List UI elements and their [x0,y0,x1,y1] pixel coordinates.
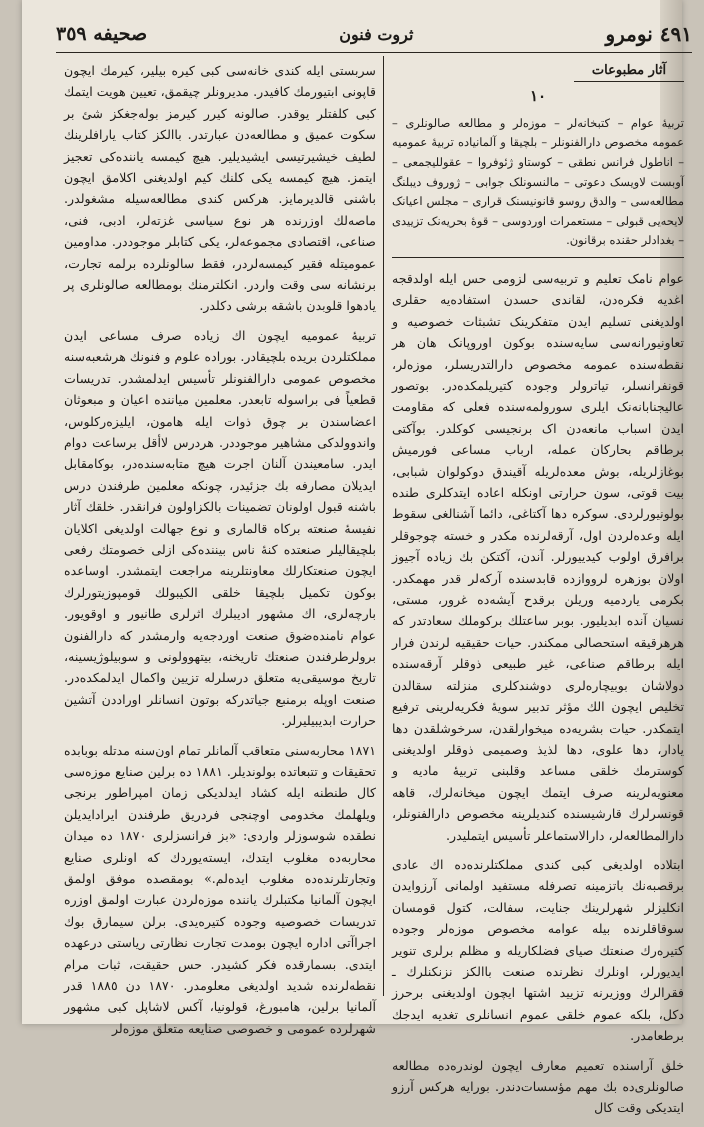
paragraph: ١٨٧١ محاربه‌سنی متعاقب آلمانلر تمام اون‌سنه مدتله بوبابده تحقیقات و تتبعاتده بولوندیلر. ١٨٨١ ده برلین صنایع موزه‌سی کال طنطنه ایله کشاد ایدلدیکی زمان امپراطور برنجی ویلهلمك مخدومی اوچنجی فردریق طرفندن ایرادایدیلن نطقده شوسوزلر واردی: «بز فرانسزلری ١٨٧٠ ده میدان محاربه‌ده مغلوب ایتدك، ایسته‌یوردك که اونلری صنایع وتجارتلرنده‌ده مغلوب ایده‌لم.» بومقصده موفق اولمق ایچون آلمانیا مکتبلرك یاننده موزه‌لردن عبارت اولمق اوزره تدریسات خصوصیه وجوده کتیره‌یدی. برلن سیمارق بوك اجراآتی اداره ایچون بومدت تجارت نظارتی ریاستی درعهده ایتدی. بسمارقده فکر کشیدر. حس حقیقت، ثبات مرام نقطه‌لرنده شدید اولدیغی معلومدر. ١٨٧٠ دن ١٨٨٥ قدر آلمانیا برلین، هامبورغ، قولونیا، آکس لاشاپل کبی مشهور شهرلرده عمومی و خصوصی صنایعه متعلق موزه‌لر [64,742,376,1036]
section-number: ١٠ [529,87,547,106]
left-column [64,60,376,1047]
magazine-page [22,0,692,1116]
column-divider [383,56,384,996]
right-column [392,60,684,1127]
paragraph: ابتلاده اولدیغی کبی کندی مملکتلرنده‌ده اك عادی برقصبه‌نك باتزمینه تصرفله مستفید اولمانی آرزوایدن انکلیزلر شهرلرینك جنایت، سفالت، کتول قومسان سوقاقلرنده بیله عوامه مخصوص موزه‌لر وجوده کتیره‌رك صنعتك صیای فضلکاریله و مظلم برلری تنویر ایدیورلر، اونلرك نظرنده صنعت باالکز نزنکنلرك ـ فقرالرك ووزیرنه تزیید اشتها ایچون اولدیغنی برحرز دکل، بلکه عموم خلقی عموم انسانلری تغدیه ایدجك برطعامدر. [392,856,684,1044]
section-summary: تربیهٔ عوام – کتبخانه‌لر – موزه‌لر و مطالعه صالونلری – عمومه مخصوص دارالفنونلر – بلچیقا و آلمانیاده تربیهٔ عمومیه – اناطول فرانس نطقی – کوستاو ژئوفروا – عقوللیجمعی – آوبست لاویسک دعوتی – مالنسونلک جوابی – ژوروف دیبلنگ مطالعه‌سی – والدق روسو قانونیسنک قراری – مجلس اعیانک لایحه‌یی قبولی – مستعمرات اوردوسی – قوهٔ بحریه‌نک تزییدی – بغدادلر حقنده برقانون. [392,114,684,258]
paragraph: عوام نامک تعلیم و تربیه‌سی لزومی حس ایله اولدقجه اغدیه فکره‌دن، لقاندی حسدن استفاده‌یه حقلری اولدیغنی تسلیم ایدن متفکرینک تشبثات خصوصیه و تعاونیورانه‌سی سایه‌سنده بوکون اوروپانک هان هر نقطه‌سنده عمومه مخصوص دارالتدریسلر، موزه‌لر، قونفرانسلر، تیاترولر وجوده کتیریلمکده‌در. بوتصور عالیجنابانه‌نک ایلری سورولمه‌سنده فعلی که مقاومت ایدن اسباب مانعه‌دن اک برنجیسی کوکلدر. بوآکتی برطاقم بحارکان عمله، ارباب مساعی فورمیش بوغازلریله، بوش معده‌لریله آقیندق دوکولوان شبابی، بیت قوتی، سون حرارتی اونکله اعاده ایتدکلری طنده بولونیورلردی. سوکره دها آکتاغی، دائما آشنالغی سقوط ایله وعده‌لردن اول، آرقه‌لرنده مکدر و خسته چوجوقلر برافرق اولوب کیدییورلر. آندن، آکتکن بك زیاده آجیوز اولان بوزهره لرووازده قابدسنده آرکه‌لر قدر مهمکدر. بکرمی یاردمیه وریلن برقدح آیشه‌ده غرور، مستی، نسیان آنده ابدیلیور. بوبر ساعتلك برکوملك سعادتدر که هرهرقیقه استحصالی ممکندر. حیات حقیقیه لرندن فرار ایله برطاقم صناعی، غیر طبیعی ذوقلر آرقه‌سنده دولاشان بوبیچاره‌لری دوشندکلری منزلته سقالدن تخلیص ایچون الك مؤثر تدبیر سویهٔ فکریه‌لرینی ترفیع ایتمکدر. حیات بشریه‌ده میخوارلقدن، سرخوشلقدن دها یادار، دها علوی، دها لذیذ وصمیمی ذوقلر اولدیغنی کوسترمك خلقی مساعد وقلبنی تربیهٔ مادیه و معنویه‌لرینه صرف ایتمك ایچون میخانه‌لرك، قاهه قونسرلرك قارشیسنده کندیلرینه مخصوص دارالفنونلر، دارالمطالعه‌لر، دارالاستماعلر تأسیس ایتملیدر. [392,270,684,843]
journal-title: ثروت فنون [339,24,414,44]
paragraph: تربیهٔ عمومیه ایچون اك زیاده صرف مساعی ایدن مملکتلردن بریده بلچیقادر. بوراده علوم و فنونك هرشعبه‌سنه مخصوص عمومی دارالفنونلر تأسیس ایدلمشدر. تدریسات قطعیاً فی براسوله تابعدر. معلمین میاننده اعیان و مبعوثان اعضاسندن بر چوق ذوات ایله هامون، ایلیزه‌رکلوس، واندوولدکی مشاهیر موجوددر. هردرس لاأقل برساعت دوام ایدر. سامعیندن آلنان اجرت هیچ متابه‌سندەدر، بوکامقابل ایدیلان مصارفه بك جزئیدر، چونکه معلمین طرفندن درس باشنه قبول اولونان تضمینات بالکزاولون فرانقدر. خلقك آثار نفیسهٔ صنعته برکاه قالماری و نوع جهالت اولدیغی اکلایان بلچیقالیلر صنعتده کنهٔ ناس بیننده‌کی ازلی خصومتك رفعی ایچون صنعتکارلك معاونتلرینه مراجعت ایتمشدر. اوساعده بوکون تکمیل بلچیقا خلقی الکیبولك قومپوزیتورلرك بارچه‌لری، اك مشهور ادیبلرك اثرلری طانیور و اوقویور. عوام نامنده‌ضوق صنعت اوردجه‌یه وارمشدر که دارالفنون برولرطرفندن صنعتك تاریخنه، بیتهوولونی و سوبیلوژیسینه، تاریخ موسیقی‌یه متعلق درسلرله تزیین واکمال ایدلمکده‌در. صنعت اوپله برمنبع جیاتدرکه بوتون انسانلر اوراددن آتشین حرارت ابدیبیلیرلر. [64,327,376,729]
issue-number: ٤٩١ نومرو [605,22,692,46]
paragraph: خلق آراسنده تعمیم معارف ایچون لوندره‌ده مطالعه صالونلری‌ده بك مهم مؤسسات‌دندر. بورایه هرکس آرزو ایتدیکی وقت کال [392,1057,684,1116]
section-title: آثار مطبوعات [574,60,684,82]
paragraph: سربستی ایله کندی خانه‌سی کبی کیره بیلیر، کیرمك ایچون قاپونی ابتیورمك کافیدر. مدیرونلر چیقمق، تعیین هویت ایتمك کبی کلفتلر یوقدر. صالونه کیرر کیرمز بوله‌جغکز شئ بر سکوت عمیق و مطالعه‌دن عبارتدر. باالکز کتاب یارافلرینك لطیف خیشیرتیسی ایشیدیلیر. هیچ کیمسه یاننده‌کی تعجیز ایتمز. هیچ کیمسه یکی کلنك کیم اولدیغنی اکلامق ایچون باشنی قالدیرمایز. هرکس کندی مطالعه‌سیله مشغولدر. ماصه‌لك اوزرنده هر نوع سیاسی غزته‌لر، ادبی، فنی، صناعی، اقتصادی مجموعه‌لر، یکی کتابلر موجوددر. مداومین عمومیتله فقیر کیمسه‌لردر، فقط سالونلرده برلمه تجارت، برنشانه سی وقت واردر. انکلترمنك بومطالعه صالونلری پر یادهوا قلوبدن باشقه برشی دکلدر. [64,63,376,314]
page-header [56,16,692,53]
page-number: صحيفه ٣٥٩ [56,23,148,45]
